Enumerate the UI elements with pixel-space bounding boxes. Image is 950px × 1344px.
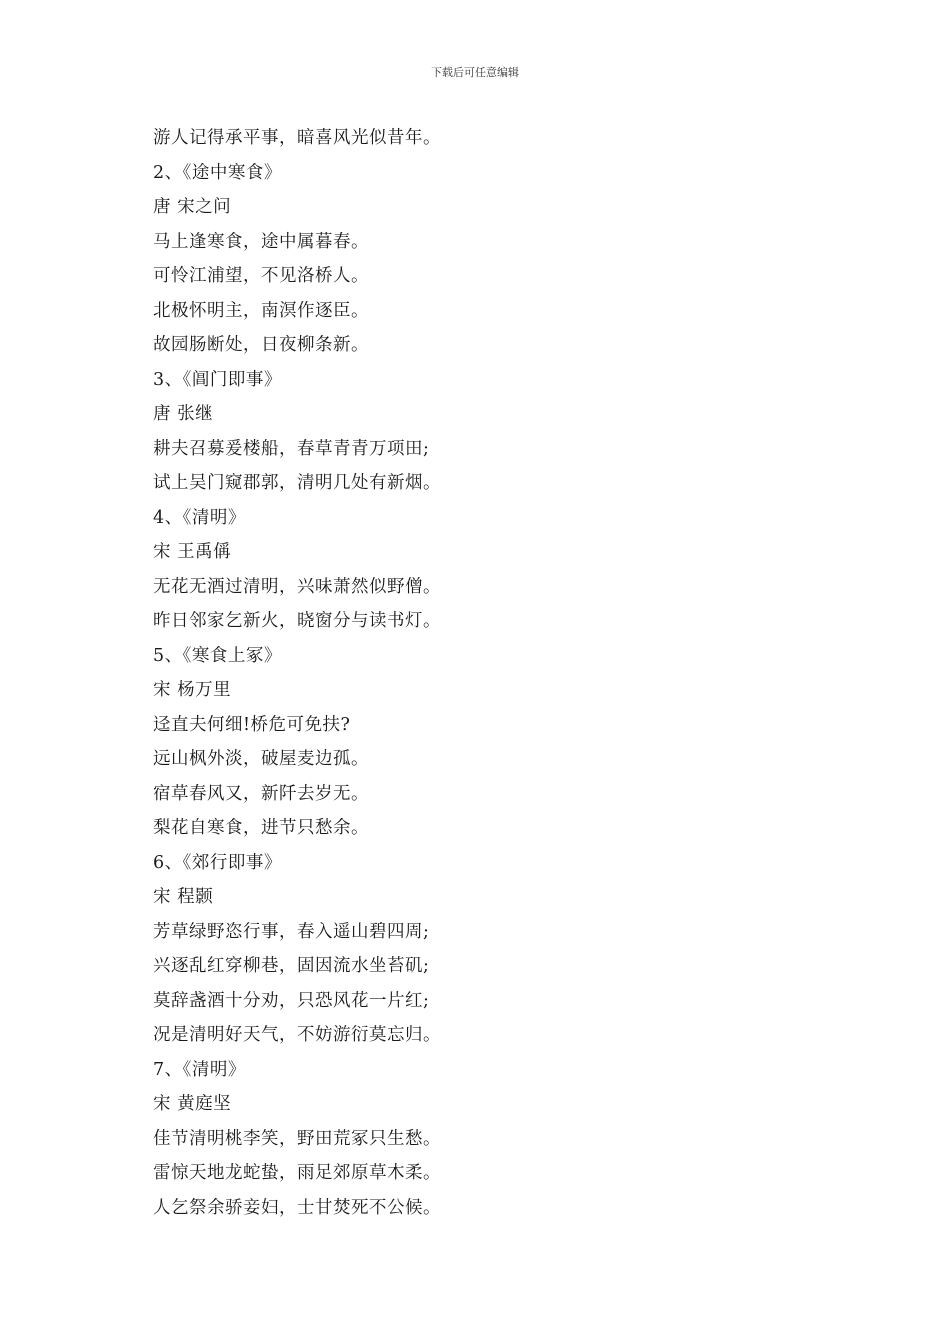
poem-line: 佳节清明桃李笑，野田荒冢只生愁。 bbox=[153, 1128, 441, 1149]
poem-line: 试上吴门窥郡郭，清明几处有新烟。 bbox=[153, 473, 441, 493]
poem-title: 4、《清明》 bbox=[153, 507, 246, 528]
poem-line: 迳直夫何细!桥危可免扶? bbox=[153, 714, 351, 735]
page-header: 下载后可任意编辑 bbox=[431, 66, 519, 79]
poem-title: 6、《郊行即事》 bbox=[153, 852, 282, 873]
poem-line: 马上逢寒食，途中属暮春。 bbox=[153, 231, 369, 252]
poem-line: 游人记得承平事，暗喜风光似昔年。 bbox=[153, 128, 441, 148]
poem-line: 人乞祭余骄妾妇，士甘焚死不公候。 bbox=[153, 1197, 441, 1218]
poem-line: 宿草春风又，新阡去岁无。 bbox=[153, 783, 369, 804]
poem-title: 7、《清明》 bbox=[153, 1059, 246, 1080]
poem-line: 故园肠断处，日夜柳条新。 bbox=[153, 335, 369, 355]
poem-line: 可怜江浦望，不见洛桥人。 bbox=[153, 266, 369, 286]
document-body bbox=[153, 121, 853, 1225]
poem-line: 况是清明好天气，不妨游衍莫忘归。 bbox=[153, 1025, 441, 1045]
poem-author: 宋 程颢 bbox=[153, 887, 214, 907]
poem-line: 耕夫召募爰楼船，春草青青万项田; bbox=[153, 438, 430, 459]
poem-author: 唐 张继 bbox=[153, 404, 214, 424]
poem-author: 宋 杨万里 bbox=[153, 680, 232, 700]
poem-title: 3、《阊门即事》 bbox=[153, 369, 282, 390]
poem-author: 宋 黄庭坚 bbox=[153, 1094, 232, 1114]
poem-title: 5、《寒食上冢》 bbox=[153, 645, 282, 666]
poem-line: 雷惊天地龙蛇蛰，雨足郊原草木柔。 bbox=[153, 1163, 441, 1183]
poem-line: 昨日邻家乞新火，晓窗分与读书灯。 bbox=[153, 611, 441, 631]
poem-author: 唐 宋之问 bbox=[153, 197, 232, 217]
poem-line: 芳草绿野恣行事，春入遥山碧四周; bbox=[153, 921, 430, 942]
poem-line: 远山枫外淡，破屋麦边孤。 bbox=[153, 749, 369, 769]
poem-line: 梨花自寒食，进节只愁余。 bbox=[153, 818, 369, 838]
poem-line: 兴逐乱红穿柳巷，固因流水坐苔矶; bbox=[153, 956, 430, 976]
poem-line: 莫辞盏酒十分劝，只恐风花一片红; bbox=[153, 990, 430, 1011]
poem-line: 无花无酒过清明，兴味萧然似野僧。 bbox=[153, 576, 441, 597]
poem-line: 北极怀明主，南溟作逐臣。 bbox=[153, 300, 369, 321]
poem-title: 2、《途中寒食》 bbox=[153, 162, 282, 183]
poem-author: 宋 王禹偁 bbox=[153, 542, 232, 562]
